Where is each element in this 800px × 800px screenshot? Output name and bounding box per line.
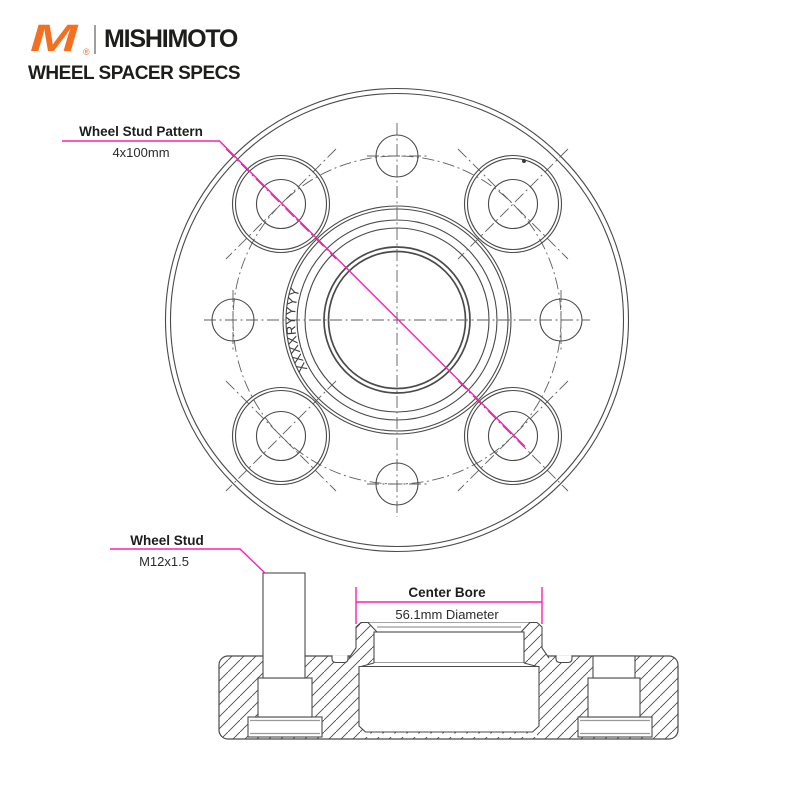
center-boss xyxy=(349,623,549,738)
page-subtitle: WHEEL SPACER SPECS xyxy=(28,63,241,84)
center-bore-callout xyxy=(356,585,542,624)
surface-notch-left xyxy=(332,655,348,662)
engraving-textpath: XXXXRYYYY xyxy=(283,285,311,375)
stud-pattern-label: Wheel Stud Pattern xyxy=(79,124,203,139)
stud-knurl xyxy=(258,678,312,717)
wheel-stud-left xyxy=(248,573,322,737)
surface-notch-right xyxy=(556,655,572,662)
main-centerlines xyxy=(204,123,590,517)
engraving-text xyxy=(283,286,310,375)
stud-bore-knurl-recess xyxy=(588,678,640,717)
logo-letter: M xyxy=(30,20,78,58)
bore-cavity xyxy=(359,667,539,733)
wheel-stud-callout xyxy=(110,533,266,574)
stud-bore-channel xyxy=(593,656,635,678)
stud-shaft xyxy=(263,573,305,678)
bore-ledge xyxy=(374,632,524,663)
reference-dot xyxy=(522,159,526,163)
stud-pattern-value: 4x100mm xyxy=(112,145,170,160)
center-bore-value: 56.1mm Diameter xyxy=(395,607,499,622)
brand-title: MISHIMOTO xyxy=(104,24,238,53)
side-view xyxy=(110,533,678,739)
stud-hole-top-right xyxy=(465,156,562,253)
top-view xyxy=(62,89,629,552)
wheel-stud-value: M12x1.5 xyxy=(139,554,189,569)
stud-hole-top-left xyxy=(233,156,330,253)
wheel-stud-label: Wheel Stud xyxy=(130,533,204,548)
registered-mark: ® xyxy=(83,47,90,57)
center-bore-label: Center Bore xyxy=(408,585,486,600)
